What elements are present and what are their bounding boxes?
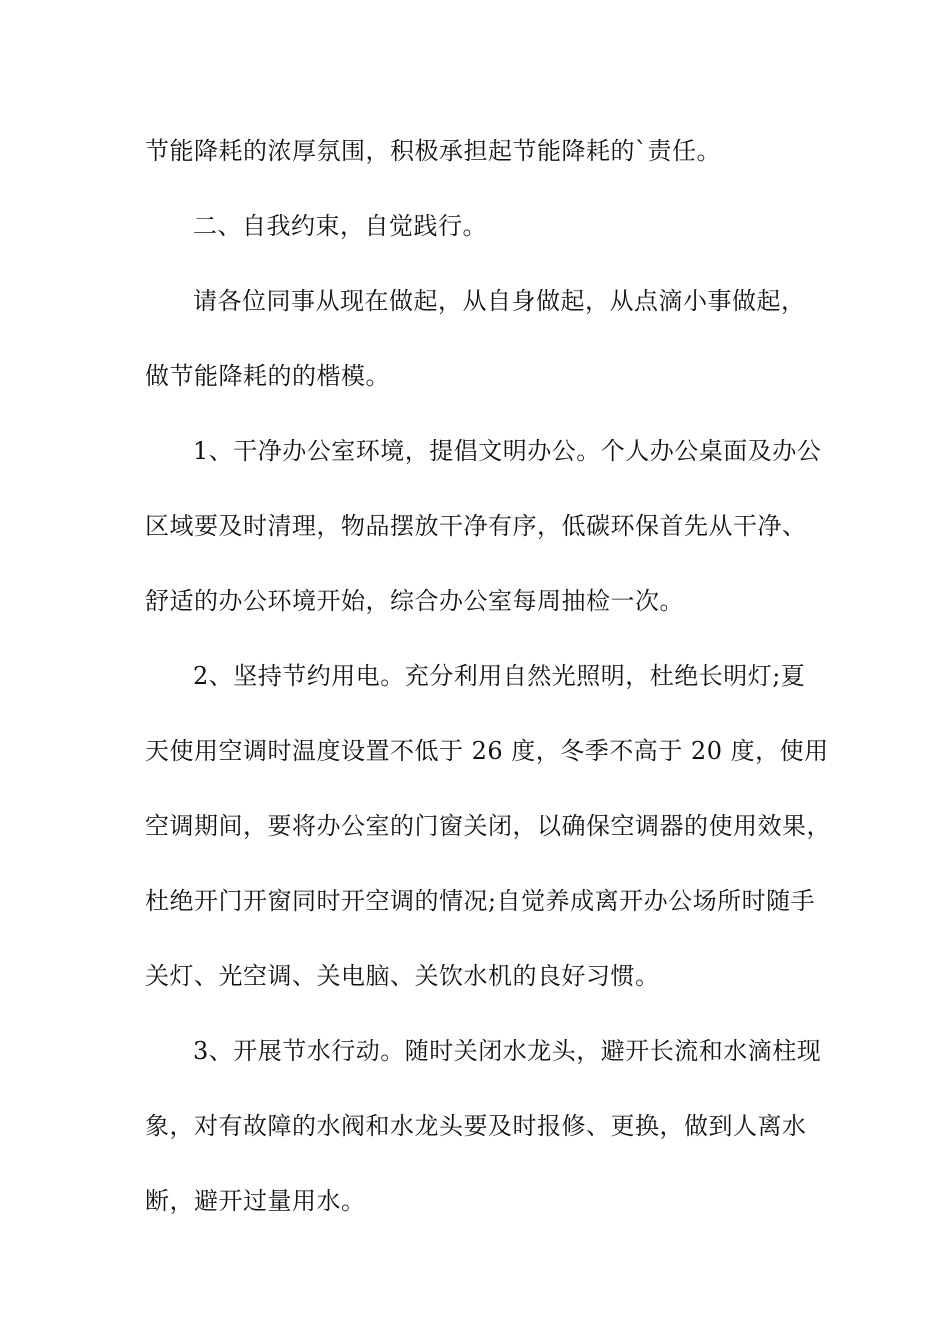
section-heading: 二、自我约束，自觉践行。 [193,212,487,240]
text-line: 断，避开过量用水。 [145,1187,366,1215]
text-line: 杜绝开门开窗同时开空调的情况;自觉养成离开办公场所时随手 [145,887,816,915]
text-line: 空调期间，要将办公室的门窗关闭，以确保空调器的使用效果， [145,812,831,840]
text-line: 关灯、光空调、关电脑、关饮水机的良好习惯。 [145,962,660,990]
text-line: 2、坚持节约用电。充分利用自然光照明，杜绝长明灯;夏 [193,662,806,690]
text-line: 节能降耗的浓厚氛围，积极承担起节能降耗的`责任。 [145,137,721,165]
text-line: 请各位同事从现在做起，从自身做起，从点滴小事做起， [193,287,806,315]
text-line: 1、干净办公室环境，提倡文明办公。个人办公桌面及办公 [193,437,822,465]
text-line: 做节能降耗的的楷模。 [145,362,390,390]
text-line: 象，对有故障的水阀和水龙头要及时报修、更换，做到人离水 [145,1112,807,1140]
text-line: 区域要及时清理，物品摆放干净有序，低碳环保首先从干净、 [145,512,807,540]
text-line: 3、开展节水行动。随时关闭水龙头，避开长流和水滴柱现 [193,1037,822,1065]
text-line: 舒适的办公环境开始，综合办公室每周抽检一次。 [145,587,684,615]
text-line: 天使用空调时温度设置不低于 26 度，冬季不高于 20 度，使用 [145,737,829,765]
